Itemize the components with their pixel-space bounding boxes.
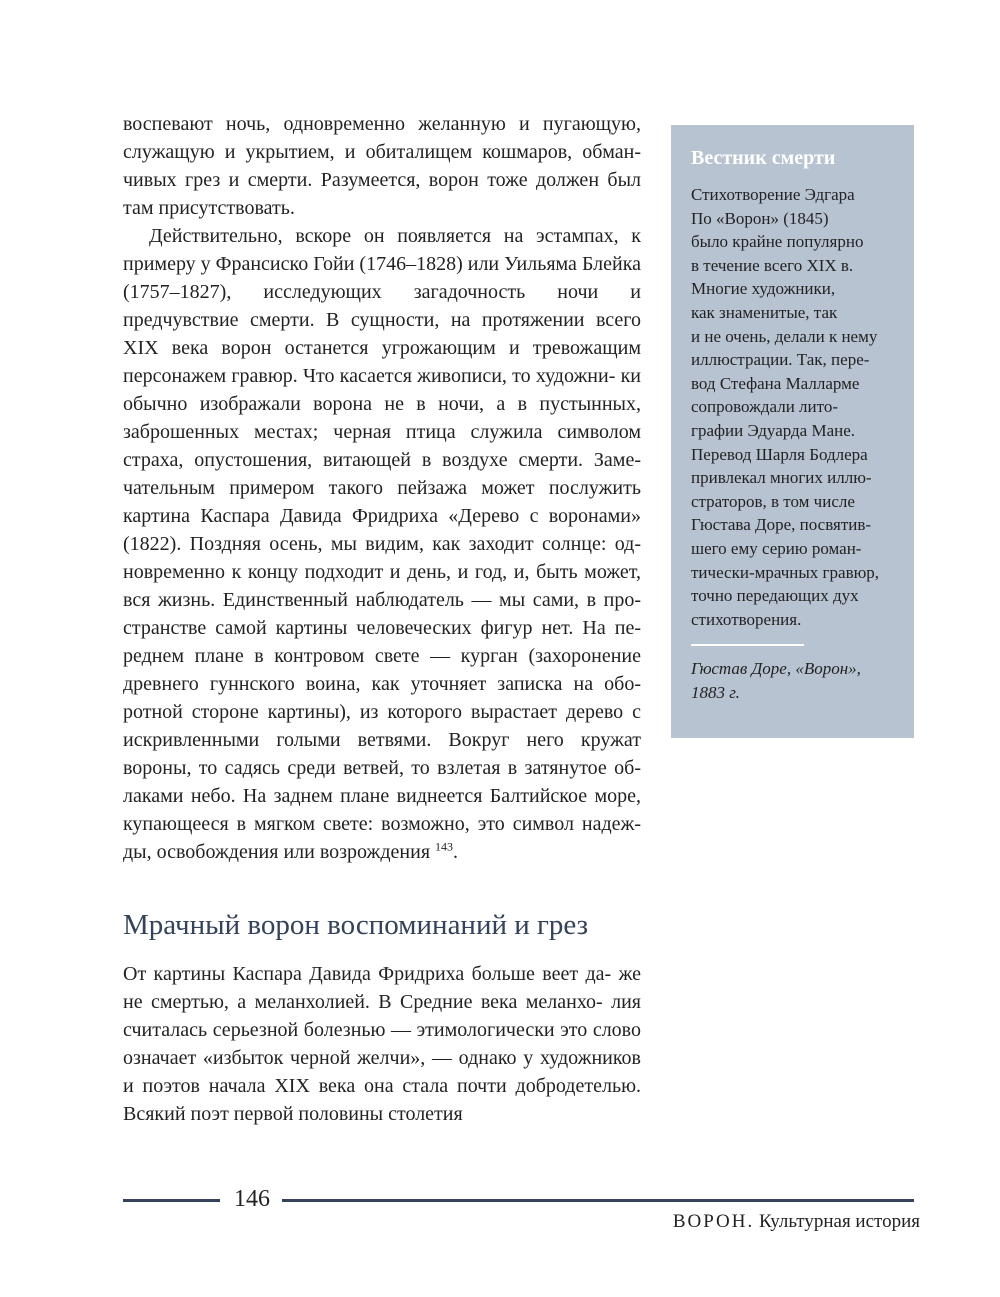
sidebar-line: страторов, в том числе [691, 491, 855, 511]
text-line: вся жизнь. Единственный наблюдатель — мы сами, в про- [123, 589, 641, 611]
text-line: добродетелью. Всякий поэт первой половины столетия [123, 1075, 642, 1125]
sidebar-line: Многие художники, [691, 279, 836, 299]
text-line: Блейка (1757–1827), исследующих загадочность ночи [123, 253, 642, 303]
paragraph-1 [123, 110, 641, 222]
text-line: новременно к концу подходит и день, и год, и, быть может, [123, 561, 641, 583]
sidebar-box [671, 125, 914, 738]
caption-line: 1883 г. [691, 682, 740, 702]
text-line: чивых грез и смерти. Разумеется, ворон тоже должен был [123, 169, 641, 191]
running-title-rest: Культурная история [754, 1211, 920, 1232]
sidebar-line: стихотворения. [691, 609, 802, 629]
paragraph-3 [123, 960, 641, 1128]
text-line: лаками небо. На заднем плане виднеется Балтийское море, [123, 785, 641, 807]
sidebar-line: в течение всего XIX в. [691, 255, 854, 275]
text-line: древнего гуннского воина, как уточняет записка на обо- [123, 673, 641, 695]
text-line: служащую и укрытием, и обиталищем кошмаров, обман- [123, 141, 641, 163]
sidebar-line: было крайне популярно [691, 232, 864, 252]
sidebar-line: графии Эдуарда Мане. [691, 420, 856, 440]
paragraph-2 [123, 222, 641, 866]
sidebar-line: Стихотворение Эдгара [691, 185, 855, 204]
text-line: и предчувствие смерти. В сущности, на протяжении всего [123, 281, 641, 331]
text-line: с искривленными голыми ветвями. Вокруг него кружат [123, 701, 641, 751]
text-line: XIX века ворон останется угрожающим и тревожащим [123, 337, 641, 359]
text-line: персонажем гравюр. Что касается живописи, то художни- [123, 365, 616, 387]
caption-line: Гюстав Доре, «Ворон», [691, 659, 861, 679]
running-title-caps: ВОРОН. [672, 1211, 755, 1232]
text-line: воспевают ночь, одновременно желанную и пугающую, [123, 113, 641, 135]
text-line: к примеру у Франсиско Гойи (1746–1828) или Уильяма [123, 225, 642, 275]
text-line: ротной стороне картины), из которого вырастает дерево [123, 701, 624, 723]
sidebar-title: Вестник смерти [691, 147, 836, 169]
sidebar-line: По «Ворон» (1845) [691, 208, 829, 228]
sidebar-line: как знаменитые, так [691, 302, 838, 322]
text-line: же не смертью, а меланхолией. В Средние века меланхо- [123, 963, 642, 1013]
sidebar-text [691, 183, 896, 631]
text-line: страха, опустошения, витающей в воздухе смерти. Заме- [123, 449, 641, 471]
sidebar-line: Гюстава Доре, посвятив- [691, 515, 872, 535]
running-title [673, 1210, 920, 1234]
text-line: странстве самой картины человеческих фигур нет. На пе- [123, 617, 641, 639]
page-number: 146 [234, 1186, 270, 1212]
sidebar-line: и не очень, делали к нему [691, 326, 878, 346]
text-line: реднем плане в контровом свете — курган (захоронение [123, 645, 641, 667]
text-line: вороны, то садясь среди ветвей, то взлетая в затянутое об- [123, 757, 641, 779]
sidebar-line: Перевод Шарля Бодлера [691, 444, 868, 464]
sidebar-line: иллюстрации. Так, пере- [691, 350, 870, 370]
sidebar-line: вод Стефана Малларме [691, 373, 860, 393]
text-line: чательным примером такого пейзажа может послужить [123, 477, 641, 499]
main-column [123, 110, 641, 1128]
text-line: заброшенных местах; черная птица служила символом [123, 421, 641, 443]
text-line: ки обычно изображали ворона не в ночи, а в пустынных, [123, 365, 642, 415]
sidebar-line: тически-мрачных гравюр, [691, 562, 880, 582]
text-line: у художников и поэтов начала XIX века она стала почти [123, 1047, 641, 1097]
sidebar-divider [691, 644, 804, 646]
sidebar-line: шего ему серию роман- [691, 538, 862, 558]
text-line: это слово означает «избыток черной желчи», — однако [123, 1019, 641, 1069]
text-line: там присутствовать. [123, 197, 295, 219]
sidebar-line: привлекал многих иллю- [691, 468, 872, 488]
text-line: От картины Каспара Давида Фридриха больше веет да- [123, 963, 612, 985]
footer-rule-right [282, 1199, 914, 1202]
text-line: (1822). Поздняя осень, мы видим, как заходит солнце: од- [123, 533, 641, 555]
sidebar-caption [691, 657, 896, 704]
text-line: Действительно, вскоре он появляется на эстампах, [149, 225, 619, 247]
section-heading: Мрачный ворон воспоминаний и грез [123, 909, 589, 941]
footer-rule-left [123, 1199, 220, 1202]
sidebar-line: точно передающих дух [691, 586, 859, 606]
sidebar-line: сопровождали лито- [691, 397, 838, 417]
text-line: лия считалась серьезной болезнью — этимологически [123, 991, 641, 1041]
footnote-marker[interactable]: 143 [435, 839, 454, 854]
text-line: купающееся в мягком свете: возможно, это символ надеж- [123, 813, 641, 835]
text-line: ды, освобождения или возрождения [123, 841, 431, 863]
text-line: . [453, 841, 459, 863]
text-line: картина Каспара Давида Фридриха «Дерево с воронами» [123, 505, 641, 527]
